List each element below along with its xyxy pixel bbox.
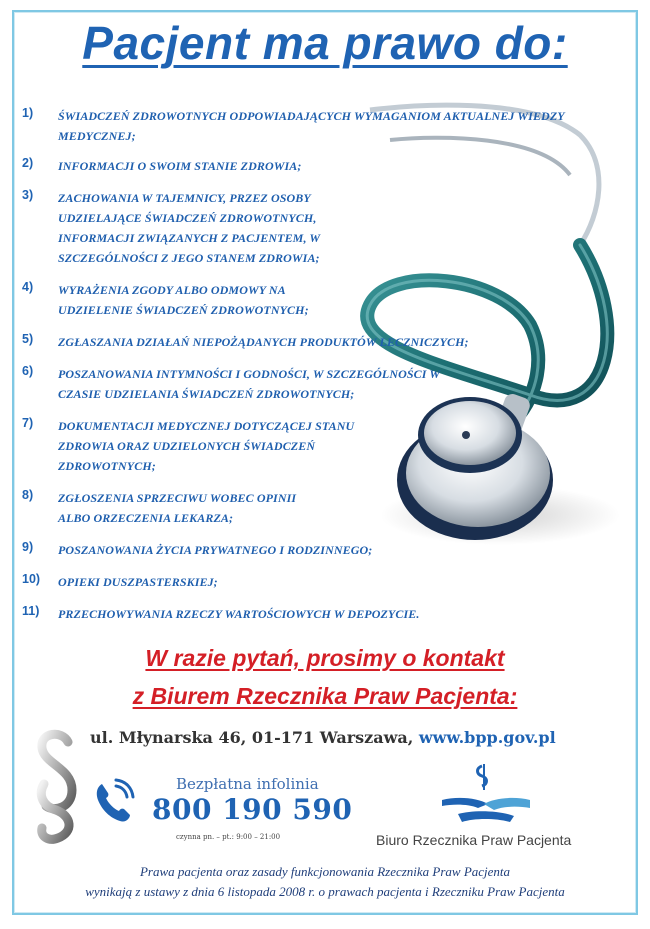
item-number: 4) [22,280,34,294]
address-street: ul. Młynarska 46, 01-171 Warszawa, [90,728,419,747]
list-item [22,488,622,528]
item-number: 2) [22,156,34,170]
item-number: 7) [22,416,34,430]
list-item [22,188,622,268]
website-link[interactable]: www.bpp.gov.pl [418,728,556,747]
phone-icon [92,778,136,824]
logo-name: Biuro Rzecznika Praw Pacjenta [376,832,572,848]
bpp-logo-icon [438,764,534,826]
list-item [22,106,622,146]
item-text: WYRAŻENIA ZGODY ALBO ODMOWY NA UDZIELENIE ŚWIADCZEŃ ZDROWOTNYCH; [58,283,309,317]
infolinia-hours: czynna pn. – pt.: 9:00 – 21:00 [176,833,281,841]
item-number: 3) [22,188,34,202]
rights-list [22,106,622,624]
item-text: ŚWIADCZEŃ ZDROWOTNYCH ODPOWIADAJĄCYCH WYMAGANIOM AKTUALNEJ WIEDZY MEDYCZNEJ; [58,109,565,143]
infolinia-label: Bezpłatna infolinia [176,775,319,793]
item-number: 6) [22,364,34,378]
item-number: 1) [22,106,34,120]
list-item [22,540,622,560]
item-text: ZGŁASZANIA DZIAŁAŃ NIEPOŻĄDANYCH PRODUKTÓW LECZNICZYCH; [58,335,469,349]
list-item [22,416,622,476]
list-item [22,280,622,320]
list-item [22,156,622,176]
item-text: ZGŁOSZENIA SPRZECIWU WOBEC OPINII ALBO ORZECZENIA LEKARZA; [58,491,297,525]
item-text: POSZANOWANIA ŻYCIA PRYWATNEGO I RODZINNEGO; [58,543,373,557]
item-number: 8) [22,488,34,502]
list-item [22,332,622,352]
phone-number[interactable]: 800 190 590 [152,793,353,826]
item-text: ZACHOWANIA W TAJEMNICY, PRZEZ OSOBY UDZIELAJĄCE ŚWIADCZEŃ ZDROWOTNYCH, INFORMACJI ZWIĄZANYCH Z PACJENTEM, W SZCZEGÓLNOŚCI Z JEGO STANEM ZDROWIA; [58,191,320,265]
page-title: Pacjent ma prawo do: [82,17,568,69]
item-number: 5) [22,332,34,346]
list-item [22,364,622,404]
item-text: INFORMACJI O SWOIM STANIE ZDROWIA; [58,159,302,173]
item-number: 11) [22,604,40,618]
item-number: 10) [22,572,41,586]
contact-heading-line2: z Biurem Rzecznika Praw Pacjenta: [132,683,518,709]
footer-line1: Prawa pacjenta oraz zasady funkcjonowania Rzecznika Praw Pacjenta [139,864,511,879]
list-item [22,604,622,624]
item-text: DOKUMENTACJI MEDYCZNEJ DOTYCZĄCEJ STANU ZDROWIA ORAZ UDZIELONYCH ŚWIADCZEŃ ZDROWOTNYCH; [58,419,355,473]
list-item [22,572,622,592]
item-text: POSZANOWANIA INTYMNOŚCI I GODNOŚCI, W SZCZEGÓLNOŚCI W CZASIE UDZIELANIA ŚWIADCZEŃ ZDROWOTNYCH; [58,367,440,401]
item-number: 9) [22,540,34,554]
item-text: PRZECHOWYWANIA RZECZY WARTOŚCIOWYCH W DEPOZYCIE. [58,607,420,621]
address [90,728,556,747]
footer-line2: wynikają z ustawy z dnia 6 listopada 2008 r. o prawach pacjenta i Rzeczniku Praw Pacjenta [85,884,565,899]
item-text: OPIEKI DUSZPASTERSKIEJ; [58,575,218,589]
paragraph-icon [32,728,80,846]
contact-heading-line1: W razie pytań, prosimy o kontakt [145,645,505,671]
